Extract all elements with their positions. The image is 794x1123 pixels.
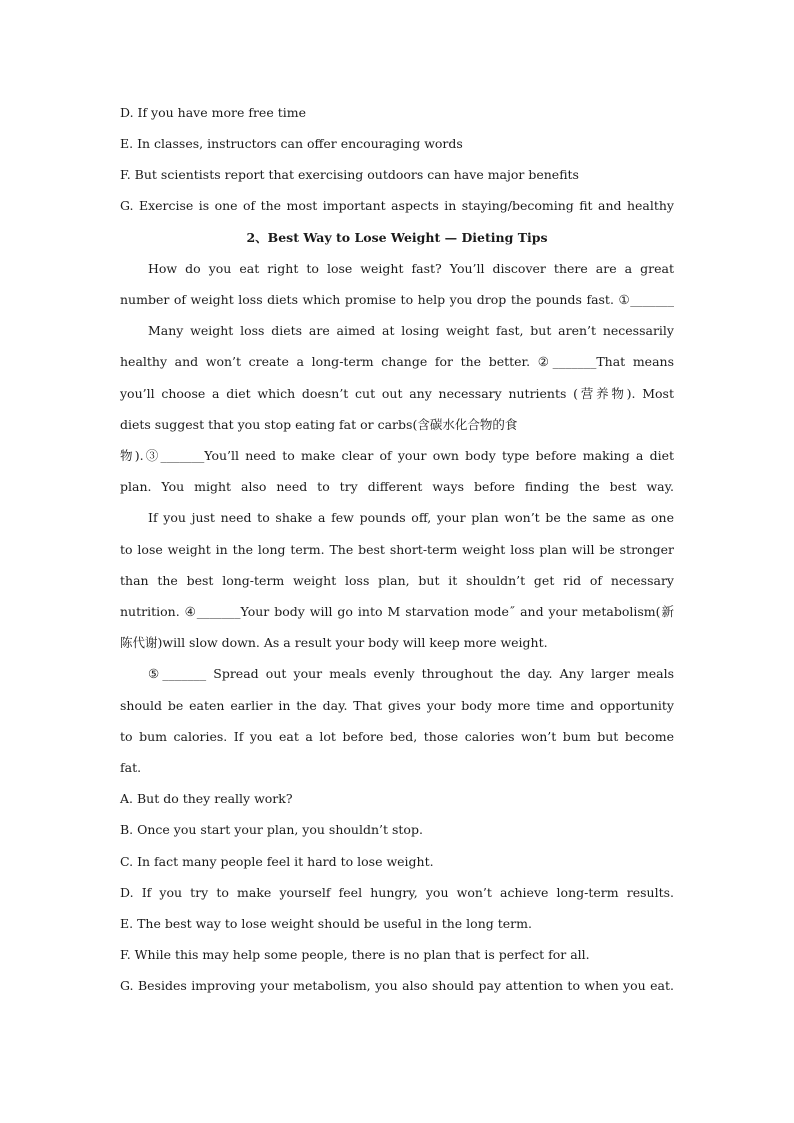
- passage-line: diets suggest that you stop eating fat or carbs(含碳水化合物的食: [120, 417, 518, 432]
- prev-option-d: D. If you have more free time: [120, 105, 306, 120]
- passage-line: healthy and won’t create a long-term change for the better. ②_______That means: [120, 354, 674, 369]
- prev-option-e: E. In classes, instructors can offer encouraging words: [120, 136, 463, 151]
- passage-line: How do you eat right to lose weight fast? You’ll discover there are a great: [148, 261, 674, 276]
- passage-line: plan. You might also need to try different ways before finding the best way.: [120, 479, 674, 494]
- passage-line: you’ll choose a diet which doesn’t cut out any necessary nutrients (营养物). Most: [120, 386, 674, 401]
- option-b: B. Once you start your plan, you shouldn’t stop.: [120, 822, 423, 837]
- option-d: D. If you try to make yourself feel hungry, you won’t achieve long-term results.: [120, 885, 674, 900]
- passage-line: should be eaten earlier in the day. That gives your body more time and opportunity: [120, 698, 674, 713]
- passage-line: to lose weight in the long term. The best short-term weight loss plan will be stronger: [120, 542, 674, 557]
- passage-line: 陈代谢)will slow down. As a result your body will keep more weight.: [120, 635, 548, 650]
- passage-line: to bum calories. If you eat a lot before bed, those calories won’t bum but become: [120, 729, 674, 744]
- option-a: A. But do they really work?: [120, 791, 293, 806]
- passage-line: Many weight loss diets are aimed at losing weight fast, but aren’t necessarily: [148, 323, 674, 338]
- option-f: F. While this may help some people, there is no plan that is perfect for all.: [120, 947, 590, 962]
- option-g: G. Besides improving your metabolism, you also should pay attention to when you eat.: [120, 978, 674, 993]
- prev-option-g: G. Exercise is one of the most important aspects in staying/becoming fit and healthy: [120, 198, 674, 213]
- option-e: E. The best way to lose weight should be useful in the long term.: [120, 916, 532, 931]
- passage-line: ⑤_______ Spread out your meals evenly throughout the day. Any larger meals: [148, 666, 674, 681]
- prev-option-f: F. But scientists report that exercising outdoors can have major benefits: [120, 167, 579, 182]
- passage-line: nutrition. ④_______Your body will go into M starvation mode˝ and your metabolism(新: [120, 604, 674, 619]
- passage-line: fat.: [120, 760, 142, 775]
- option-c: C. In fact many people feel it hard to lose weight.: [120, 854, 434, 869]
- passage-line: than the best long-term weight loss plan, but it shouldn’t get rid of necessary: [120, 573, 674, 588]
- section-title: 2、Best Way to Lose Weight — Dieting Tips: [246, 230, 548, 245]
- passage-line: number of weight loss diets which promise to help you drop the pounds fast. ①_______: [120, 292, 674, 307]
- passage-line: If you just need to shake a few pounds off, your plan won’t be the same as one: [148, 510, 674, 525]
- passage-line: 物).③_______You’ll need to make clear of your own body type before making a diet: [120, 448, 674, 463]
